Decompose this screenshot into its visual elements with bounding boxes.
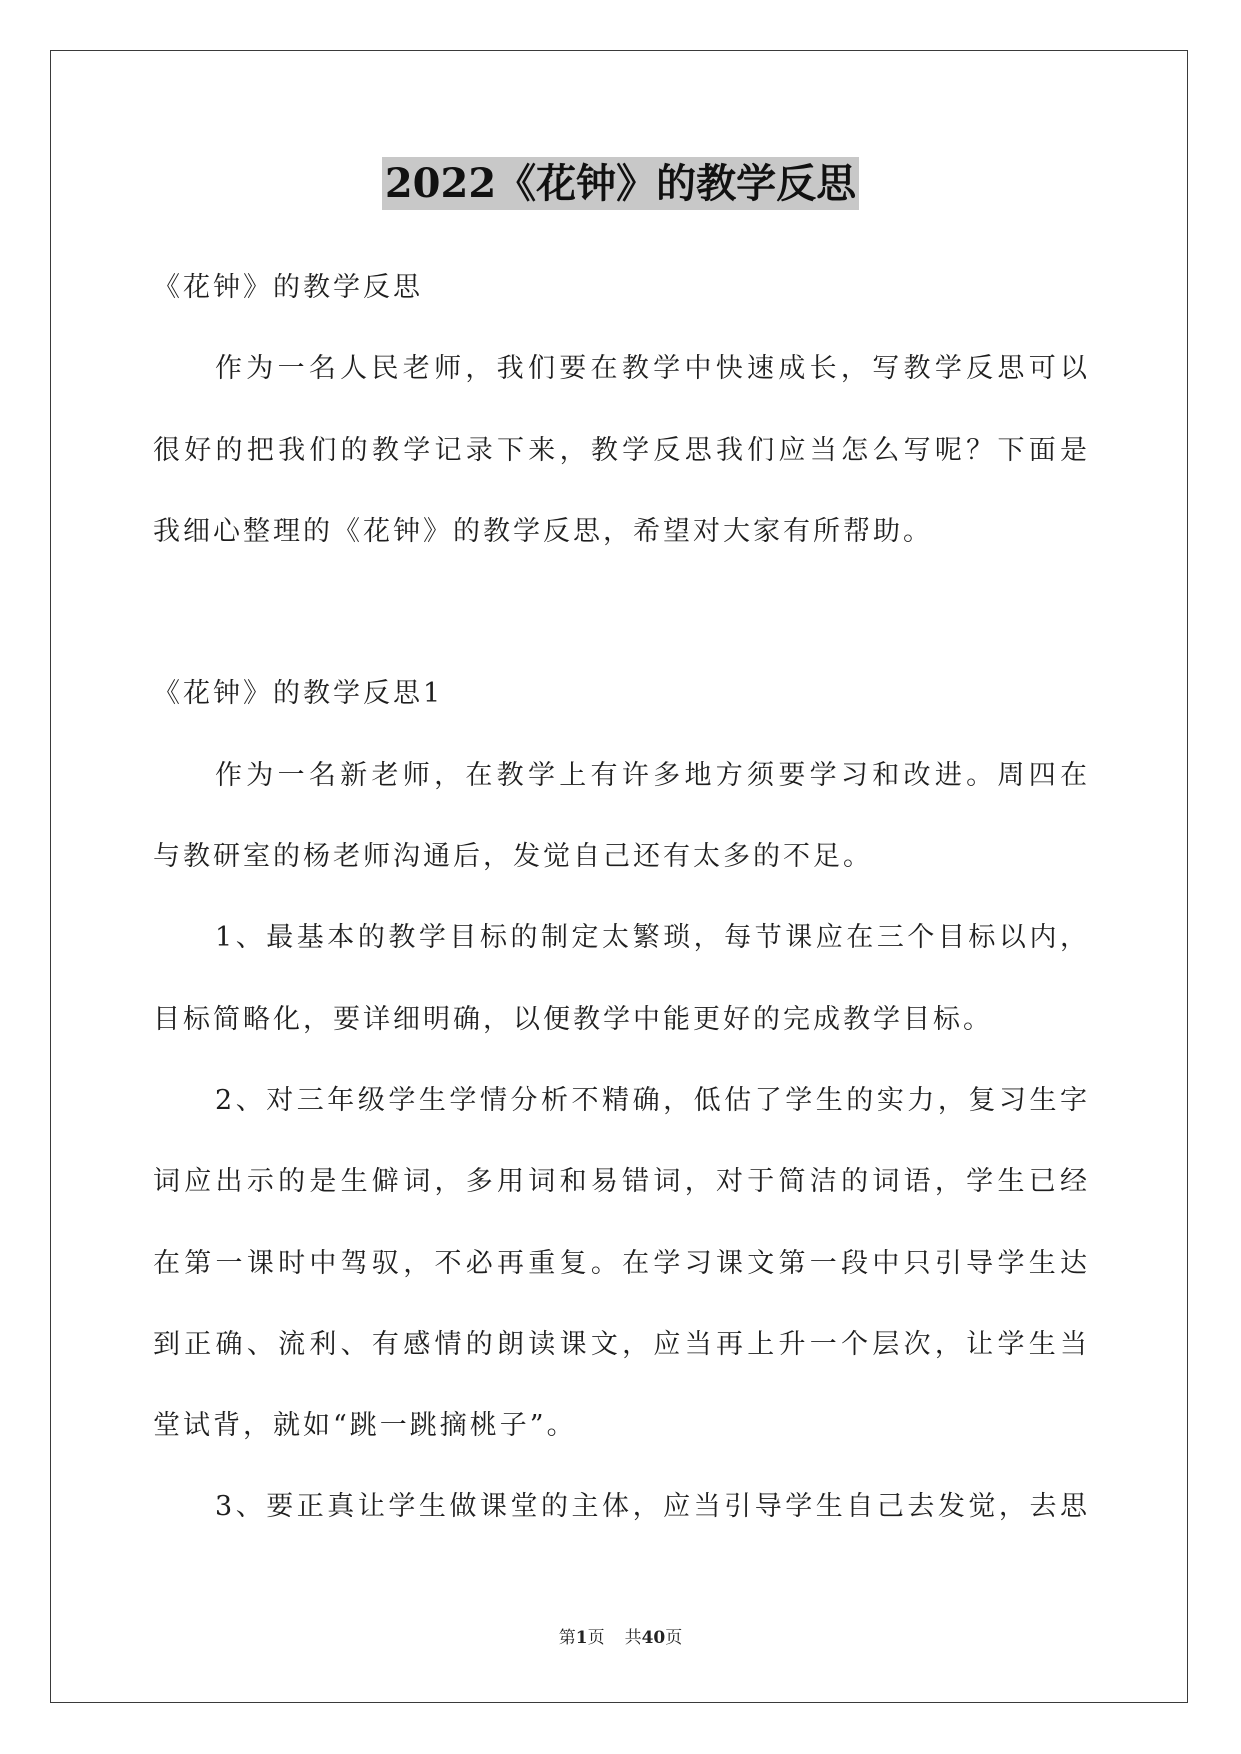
- text-line: 与教研室的杨老师沟通后，发觉自己还有太多的不足。: [153, 841, 873, 873]
- text-line: 我细心整理的《花钟》的教学反思，希望对大家有所帮助。: [153, 515, 933, 547]
- text-line: 1、最基本的教学目标的制定太繁琐，每节课应在三个目标以内，: [215, 922, 1090, 954]
- section-heading: 《花钟》的教学反思1: [153, 678, 444, 710]
- page-suffix: 页: [587, 1628, 605, 1648]
- text-line: 作为一名新老师，在教学上有许多地方须要学习和改进。周四在: [215, 759, 1090, 791]
- text-line: 2、对三年级学生学情分析不精确，低估了学生的实力，复习生字: [215, 1084, 1090, 1116]
- blank-line: [153, 572, 1090, 653]
- title-container: [0, 157, 1241, 210]
- text-line: 到正确、流利、有感情的朗读课文，应当再上升一个层次，让学生当: [153, 1328, 1090, 1360]
- section-heading: 《花钟》的教学反思: [153, 272, 423, 303]
- text-line: 作为一名人民老师，我们要在教学中快速成长，写教学反思可以: [215, 353, 1090, 385]
- document-body: [153, 247, 1090, 1548]
- text-line: 堂试背，就如“跳一跳摘桃子”。: [153, 1410, 577, 1442]
- total-pages: 40: [641, 1628, 666, 1648]
- total-prefix: 共: [624, 1628, 642, 1648]
- text-line: 在第一课时中驾驭，不必再重复。在学习课文第一段中只引导学生达: [153, 1247, 1090, 1279]
- text-line: 词应出示的是生僻词，多用词和易错词，对于简洁的词语，学生已经: [153, 1166, 1090, 1198]
- document-title: 2022《花钟》的教学反思: [382, 157, 859, 210]
- text-line: 很好的把我们的教学记录下来，教学反思我们应当怎么写呢？下面是: [153, 434, 1090, 466]
- text-line: 目标简略化，要详细明确，以便教学中能更好的完成教学目标。: [153, 1003, 993, 1035]
- page-footer: [0, 1626, 1241, 1650]
- page-prefix: 第: [558, 1628, 576, 1648]
- text-line: 3、要正真让学生做课堂的主体，应当引导学生自己去发觉，去思: [215, 1491, 1090, 1523]
- total-suffix: 页: [665, 1628, 683, 1648]
- page-number: 1: [575, 1628, 588, 1648]
